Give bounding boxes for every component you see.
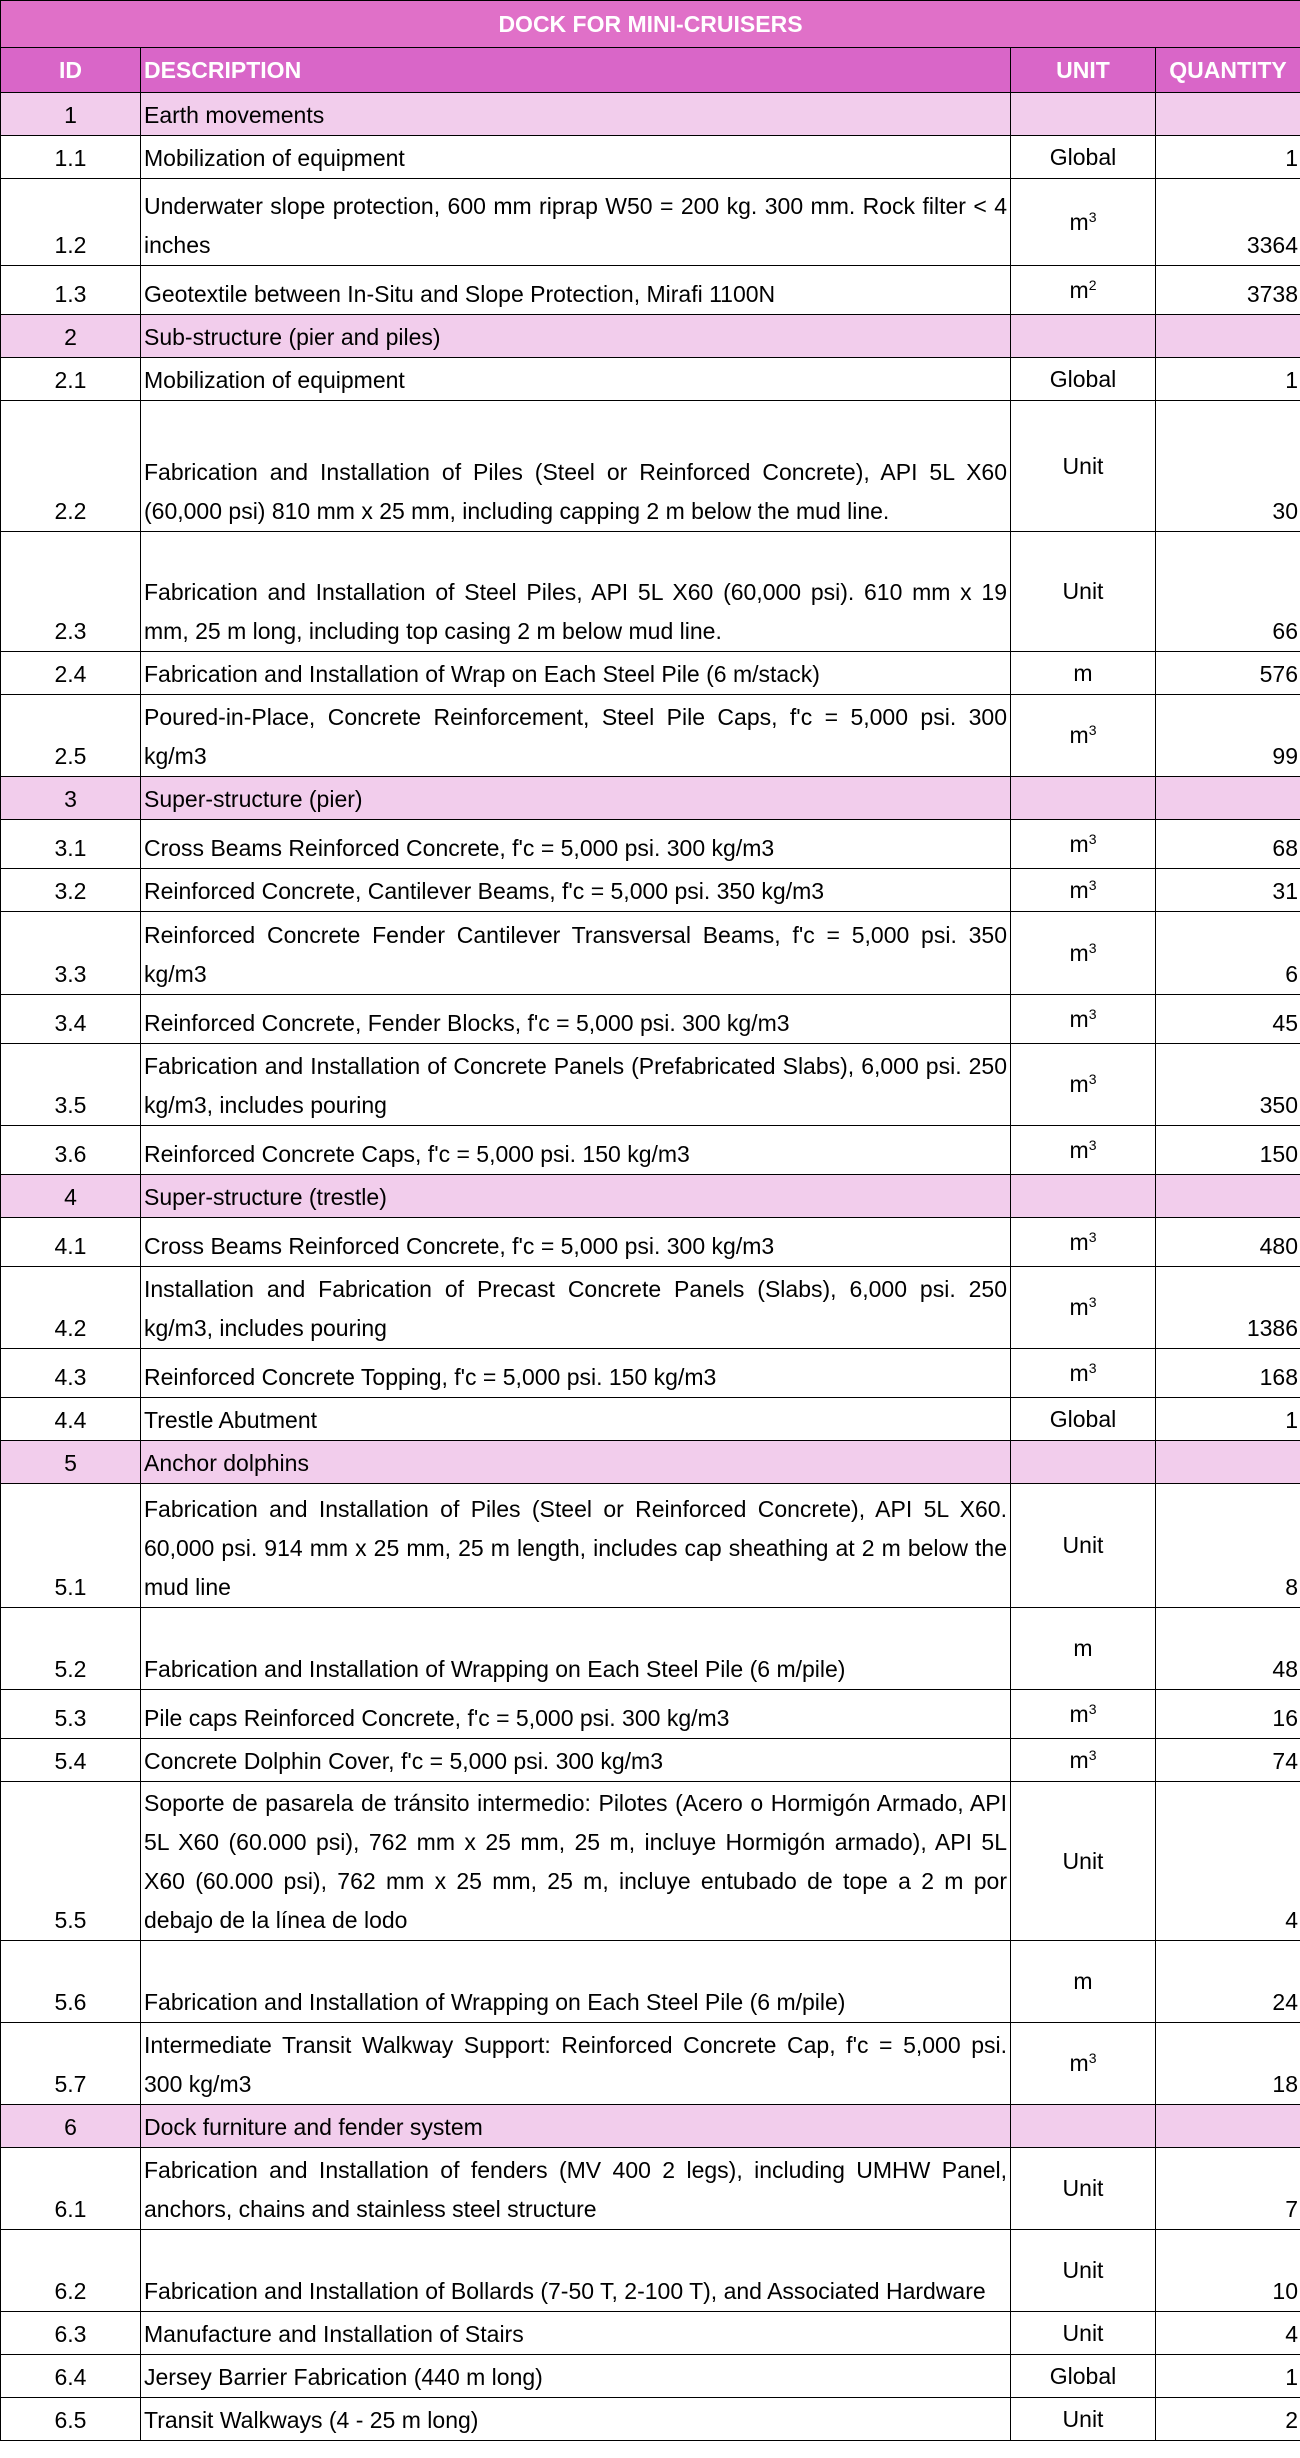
cell-quantity: 16 <box>1156 1690 1300 1739</box>
title-row <box>1 1 1300 48</box>
table-row <box>1 2230 1300 2312</box>
cell-unit <box>1011 2105 1156 2148</box>
table-row <box>1 1608 1300 1690</box>
table-row <box>1 652 1300 695</box>
cell-description: Installation and Fabrication of Precast Concrete Panels (Slabs), 6,000 psi. 250 kg/m3, includes pouring <box>141 1267 1011 1349</box>
table-row <box>1 532 1300 652</box>
cell-quantity: 74 <box>1156 1739 1300 1782</box>
header-id: ID <box>1 48 141 93</box>
cell-quantity <box>1156 93 1300 136</box>
cell-unit: $m^3$ <box>1011 1267 1156 1349</box>
cell-description: Reinforced Concrete Topping, f'c = 5,000 psi. 150 kg/m3 <box>141 1349 1011 1398</box>
table-row <box>1 1126 1300 1175</box>
cell-quantity: 576 <box>1156 652 1300 695</box>
cell-quantity: 8 <box>1156 1484 1300 1608</box>
header-quantity: QUANTITY <box>1156 48 1300 93</box>
cell-unit <box>1011 777 1156 820</box>
cell-description: Mobilization of equipment <box>141 136 1011 179</box>
cell-id: 3.1 <box>1 820 141 869</box>
cell-id: 2.5 <box>1 695 141 777</box>
cell-description: Intermediate Transit Walkway Support: Reinforced Concrete Cap, f'c = 5,000 psi. 300 kg/m3 <box>141 2023 1011 2105</box>
cell-description: Sub-structure (pier and piles) <box>141 315 1011 358</box>
cell-id: 1.2 <box>1 179 141 266</box>
table-row <box>1 695 1300 777</box>
cell-quantity: 68 <box>1156 820 1300 869</box>
cell-description: Fabrication and Installation of Concrete Panels (Prefabricated Slabs), 6,000 psi. 250 kg/m3, includes pouring <box>141 1044 1011 1126</box>
cell-id: 6.1 <box>1 2148 141 2230</box>
cell-id: 5.6 <box>1 1941 141 2023</box>
cell-id: 4.1 <box>1 1218 141 1267</box>
cell-unit: Unit <box>1011 401 1156 532</box>
cell-id: 5.1 <box>1 1484 141 1608</box>
cell-description: Dock furniture and fender system <box>141 2105 1011 2148</box>
cell-unit: $m^3$ <box>1011 1690 1156 1739</box>
table-row <box>1 2355 1300 2398</box>
cell-id: 3.3 <box>1 912 141 995</box>
cell-unit: Unit <box>1011 2230 1156 2312</box>
cell-description: Fabrication and Installation of Wrapping on Each Steel Pile (6 m/pile) <box>141 1941 1011 2023</box>
cell-description: Super-structure (pier) <box>141 777 1011 820</box>
table-row <box>1 995 1300 1044</box>
cell-unit: $m^3$ <box>1011 2023 1156 2105</box>
section-row <box>1 1441 1300 1484</box>
cell-quantity: 66 <box>1156 532 1300 652</box>
cell-unit: Unit <box>1011 2398 1156 2441</box>
cell-quantity: 1 <box>1156 1398 1300 1441</box>
cell-unit: m <box>1011 1608 1156 1690</box>
cell-quantity: 4 <box>1156 1782 1300 1941</box>
cell-unit: Unit <box>1011 2312 1156 2355</box>
cell-id: 1.3 <box>1 266 141 315</box>
table-row <box>1 1218 1300 1267</box>
section-row <box>1 93 1300 136</box>
cell-id: 1 <box>1 93 141 136</box>
cell-unit: $m^3$ <box>1011 1349 1156 1398</box>
cell-quantity: 1 <box>1156 358 1300 401</box>
cell-unit: $m^3$ <box>1011 1218 1156 1267</box>
table-row <box>1 2398 1300 2441</box>
cell-id: 2.4 <box>1 652 141 695</box>
cell-unit: Unit <box>1011 1782 1156 1941</box>
cell-id: 5 <box>1 1441 141 1484</box>
cell-quantity <box>1156 1175 1300 1218</box>
table-row <box>1 2023 1300 2105</box>
cell-quantity: 3738 <box>1156 266 1300 315</box>
cell-description: Trestle Abutment <box>141 1398 1011 1441</box>
cell-description: Transit Walkways (4 - 25 m long) <box>141 2398 1011 2441</box>
cell-description: Earth movements <box>141 93 1011 136</box>
cell-description: Reinforced Concrete, Cantilever Beams, f'c = 5,000 psi. 350 kg/m3 <box>141 869 1011 912</box>
table-row <box>1 2148 1300 2230</box>
cell-quantity: 4 <box>1156 2312 1300 2355</box>
table-row <box>1 2312 1300 2355</box>
table-row <box>1 1782 1300 1941</box>
table-row <box>1 266 1300 315</box>
cell-id: 6.2 <box>1 2230 141 2312</box>
cell-quantity <box>1156 1441 1300 1484</box>
cell-quantity: 350 <box>1156 1044 1300 1126</box>
header-unit: UNIT <box>1011 48 1156 93</box>
cell-description: Fabrication and Installation of fenders (MV 400 2 legs), including UMHW Panel, anchors, chains and stainless steel structure <box>141 2148 1011 2230</box>
cell-quantity: 48 <box>1156 1608 1300 1690</box>
cell-description: Poured-in-Place, Concrete Reinforcement, Steel Pile Caps, f'c = 5,000 psi. 300 kg/m3 <box>141 695 1011 777</box>
cell-quantity: 150 <box>1156 1126 1300 1175</box>
cell-unit: $m^3$ <box>1011 695 1156 777</box>
cell-quantity <box>1156 777 1300 820</box>
section-row <box>1 777 1300 820</box>
cell-quantity: 2 <box>1156 2398 1300 2441</box>
cell-quantity <box>1156 315 1300 358</box>
table-row <box>1 820 1300 869</box>
cell-id: 5.4 <box>1 1739 141 1782</box>
table-row <box>1 1739 1300 1782</box>
table-row <box>1 1941 1300 2023</box>
cell-id: 5.3 <box>1 1690 141 1739</box>
cell-id: 5.5 <box>1 1782 141 1941</box>
cell-description: Reinforced Concrete Caps, f'c = 5,000 psi. 150 kg/m3 <box>141 1126 1011 1175</box>
header-row <box>1 48 1300 93</box>
cell-quantity <box>1156 2105 1300 2148</box>
cell-unit: Unit <box>1011 1484 1156 1608</box>
cell-quantity: 7 <box>1156 2148 1300 2230</box>
cell-quantity: 99 <box>1156 695 1300 777</box>
cell-description: Super-structure (trestle) <box>141 1175 1011 1218</box>
cell-quantity: 45 <box>1156 995 1300 1044</box>
cell-id: 4.3 <box>1 1349 141 1398</box>
cell-unit: $m^3$ <box>1011 869 1156 912</box>
cell-quantity: 1 <box>1156 2355 1300 2398</box>
header-description: DESCRIPTION <box>141 48 1011 93</box>
table-body <box>1 93 1300 2441</box>
table-row <box>1 179 1300 266</box>
cell-description: Pile caps Reinforced Concrete, f'c = 5,000 psi. 300 kg/m3 <box>141 1690 1011 1739</box>
cell-unit <box>1011 1441 1156 1484</box>
cell-description: Reinforced Concrete Fender Cantilever Transversal Beams, f'c = 5,000 psi. 350 kg/m3 <box>141 912 1011 995</box>
cell-quantity: 18 <box>1156 2023 1300 2105</box>
cell-unit: $m^3$ <box>1011 912 1156 995</box>
cell-quantity: 30 <box>1156 401 1300 532</box>
table-row <box>1 136 1300 179</box>
cell-id: 4 <box>1 1175 141 1218</box>
cell-unit: $m^3$ <box>1011 995 1156 1044</box>
section-row <box>1 1175 1300 1218</box>
cell-quantity: 168 <box>1156 1349 1300 1398</box>
section-row <box>1 2105 1300 2148</box>
cell-description: Cross Beams Reinforced Concrete, f'c = 5,000 psi. 300 kg/m3 <box>141 1218 1011 1267</box>
cell-description: Fabrication and Installation of Steel Piles, API 5L X60 (60,000 psi). 610 mm x 19 mm, 25 m long, including top casing 2 m below mud line. <box>141 532 1011 652</box>
cell-id: 2 <box>1 315 141 358</box>
cell-unit: $m^3$ <box>1011 1044 1156 1126</box>
cell-description: Fabrication and Installation of Bollards (7-50 T, 2-100 T), and Associated Hardware <box>141 2230 1011 2312</box>
cell-quantity: 480 <box>1156 1218 1300 1267</box>
cell-description: Mobilization of equipment <box>141 358 1011 401</box>
cell-description: Anchor dolphins <box>141 1441 1011 1484</box>
cell-unit: Global <box>1011 358 1156 401</box>
cell-id: 6 <box>1 2105 141 2148</box>
cell-id: 2.2 <box>1 401 141 532</box>
table-row <box>1 1349 1300 1398</box>
cell-unit: m <box>1011 1941 1156 2023</box>
cell-description: Fabrication and Installation of Piles (Steel or Reinforced Concrete), API 5L X60. 60,000 psi. 914 mm x 25 mm, 25 m length, includes cap sheathing at 2 m below the mud line <box>141 1484 1011 1608</box>
cell-unit: m <box>1011 652 1156 695</box>
cell-unit: Unit <box>1011 532 1156 652</box>
cell-quantity: 1386 <box>1156 1267 1300 1349</box>
cell-id: 3.5 <box>1 1044 141 1126</box>
cell-description: Fabrication and Installation of Piles (Steel or Reinforced Concrete), API 5L X60 (60,000 psi) 810 mm x 25 mm, including capping 2 m below the mud line. <box>141 401 1011 532</box>
table-row <box>1 1398 1300 1441</box>
cell-id: 2.3 <box>1 532 141 652</box>
cell-id: 6.3 <box>1 2312 141 2355</box>
cell-unit: Global <box>1011 2355 1156 2398</box>
cell-unit: $m^2$ <box>1011 266 1156 315</box>
cell-id: 6.5 <box>1 2398 141 2441</box>
table-row <box>1 1484 1300 1608</box>
cell-id: 5.7 <box>1 2023 141 2105</box>
cell-description: Geotextile between In-Situ and Slope Protection, Mirafi 1100N <box>141 266 1011 315</box>
cell-quantity: 3364 <box>1156 179 1300 266</box>
cell-unit: $m^3$ <box>1011 179 1156 266</box>
table-row <box>1 1690 1300 1739</box>
cell-description: Concrete Dolphin Cover, f'c = 5,000 psi. 300 kg/m3 <box>141 1739 1011 1782</box>
cell-description: Underwater slope protection, 600 mm riprap W50 = 200 kg. 300 mm. Rock filter < 4 inches <box>141 179 1011 266</box>
table-row <box>1 912 1300 995</box>
cell-unit: Global <box>1011 1398 1156 1441</box>
cell-unit <box>1011 315 1156 358</box>
cell-id: 5.2 <box>1 1608 141 1690</box>
cell-id: 3.4 <box>1 995 141 1044</box>
cell-id: 1.1 <box>1 136 141 179</box>
cell-quantity: 6 <box>1156 912 1300 995</box>
cell-description: Fabrication and Installation of Wrap on Each Steel Pile (6 m/stack) <box>141 652 1011 695</box>
cell-description: Manufacture and Installation of Stairs <box>141 2312 1011 2355</box>
cell-id: 3 <box>1 777 141 820</box>
cell-quantity: 10 <box>1156 2230 1300 2312</box>
cell-description: Soporte de pasarela de tránsito intermedio: Pilotes (Acero o Hormigón Armado, API 5L X60 (60.000 psi), 762 mm x 25 mm, 25 m, incluye Hormigón armado), API 5L X60 (60.000 psi), 762 mm x 25 mm, 25 m, incluye entubado de tope a 2 m por debajo de la línea de lodo <box>141 1782 1011 1941</box>
cell-id: 3.2 <box>1 869 141 912</box>
cell-id: 6.4 <box>1 2355 141 2398</box>
cell-unit: Unit <box>1011 2148 1156 2230</box>
table-row <box>1 1267 1300 1349</box>
cell-quantity: 31 <box>1156 869 1300 912</box>
cell-id: 4.2 <box>1 1267 141 1349</box>
cell-unit: $m^3$ <box>1011 1739 1156 1782</box>
table-row <box>1 869 1300 912</box>
cell-id: 2.1 <box>1 358 141 401</box>
cell-quantity: 24 <box>1156 1941 1300 2023</box>
table-row <box>1 1044 1300 1126</box>
cell-description: Cross Beams Reinforced Concrete, f'c = 5,000 psi. 300 kg/m3 <box>141 820 1011 869</box>
table-row <box>1 358 1300 401</box>
table-row <box>1 401 1300 532</box>
cell-unit: $m^3$ <box>1011 1126 1156 1175</box>
cell-description: Reinforced Concrete, Fender Blocks, f'c = 5,000 psi. 300 kg/m3 <box>141 995 1011 1044</box>
cell-unit: $m^3$ <box>1011 820 1156 869</box>
cell-description: Fabrication and Installation of Wrapping on Each Steel Pile (6 m/pile) <box>141 1608 1011 1690</box>
cell-id: 4.4 <box>1 1398 141 1441</box>
cell-description: Jersey Barrier Fabrication (440 m long) <box>141 2355 1011 2398</box>
cell-quantity: 1 <box>1156 136 1300 179</box>
section-row <box>1 315 1300 358</box>
cell-unit <box>1011 1175 1156 1218</box>
cell-id: 3.6 <box>1 1126 141 1175</box>
table-title: DOCK FOR MINI-CRUISERS <box>1 1 1300 48</box>
cell-unit: Global <box>1011 136 1156 179</box>
cell-unit <box>1011 93 1156 136</box>
